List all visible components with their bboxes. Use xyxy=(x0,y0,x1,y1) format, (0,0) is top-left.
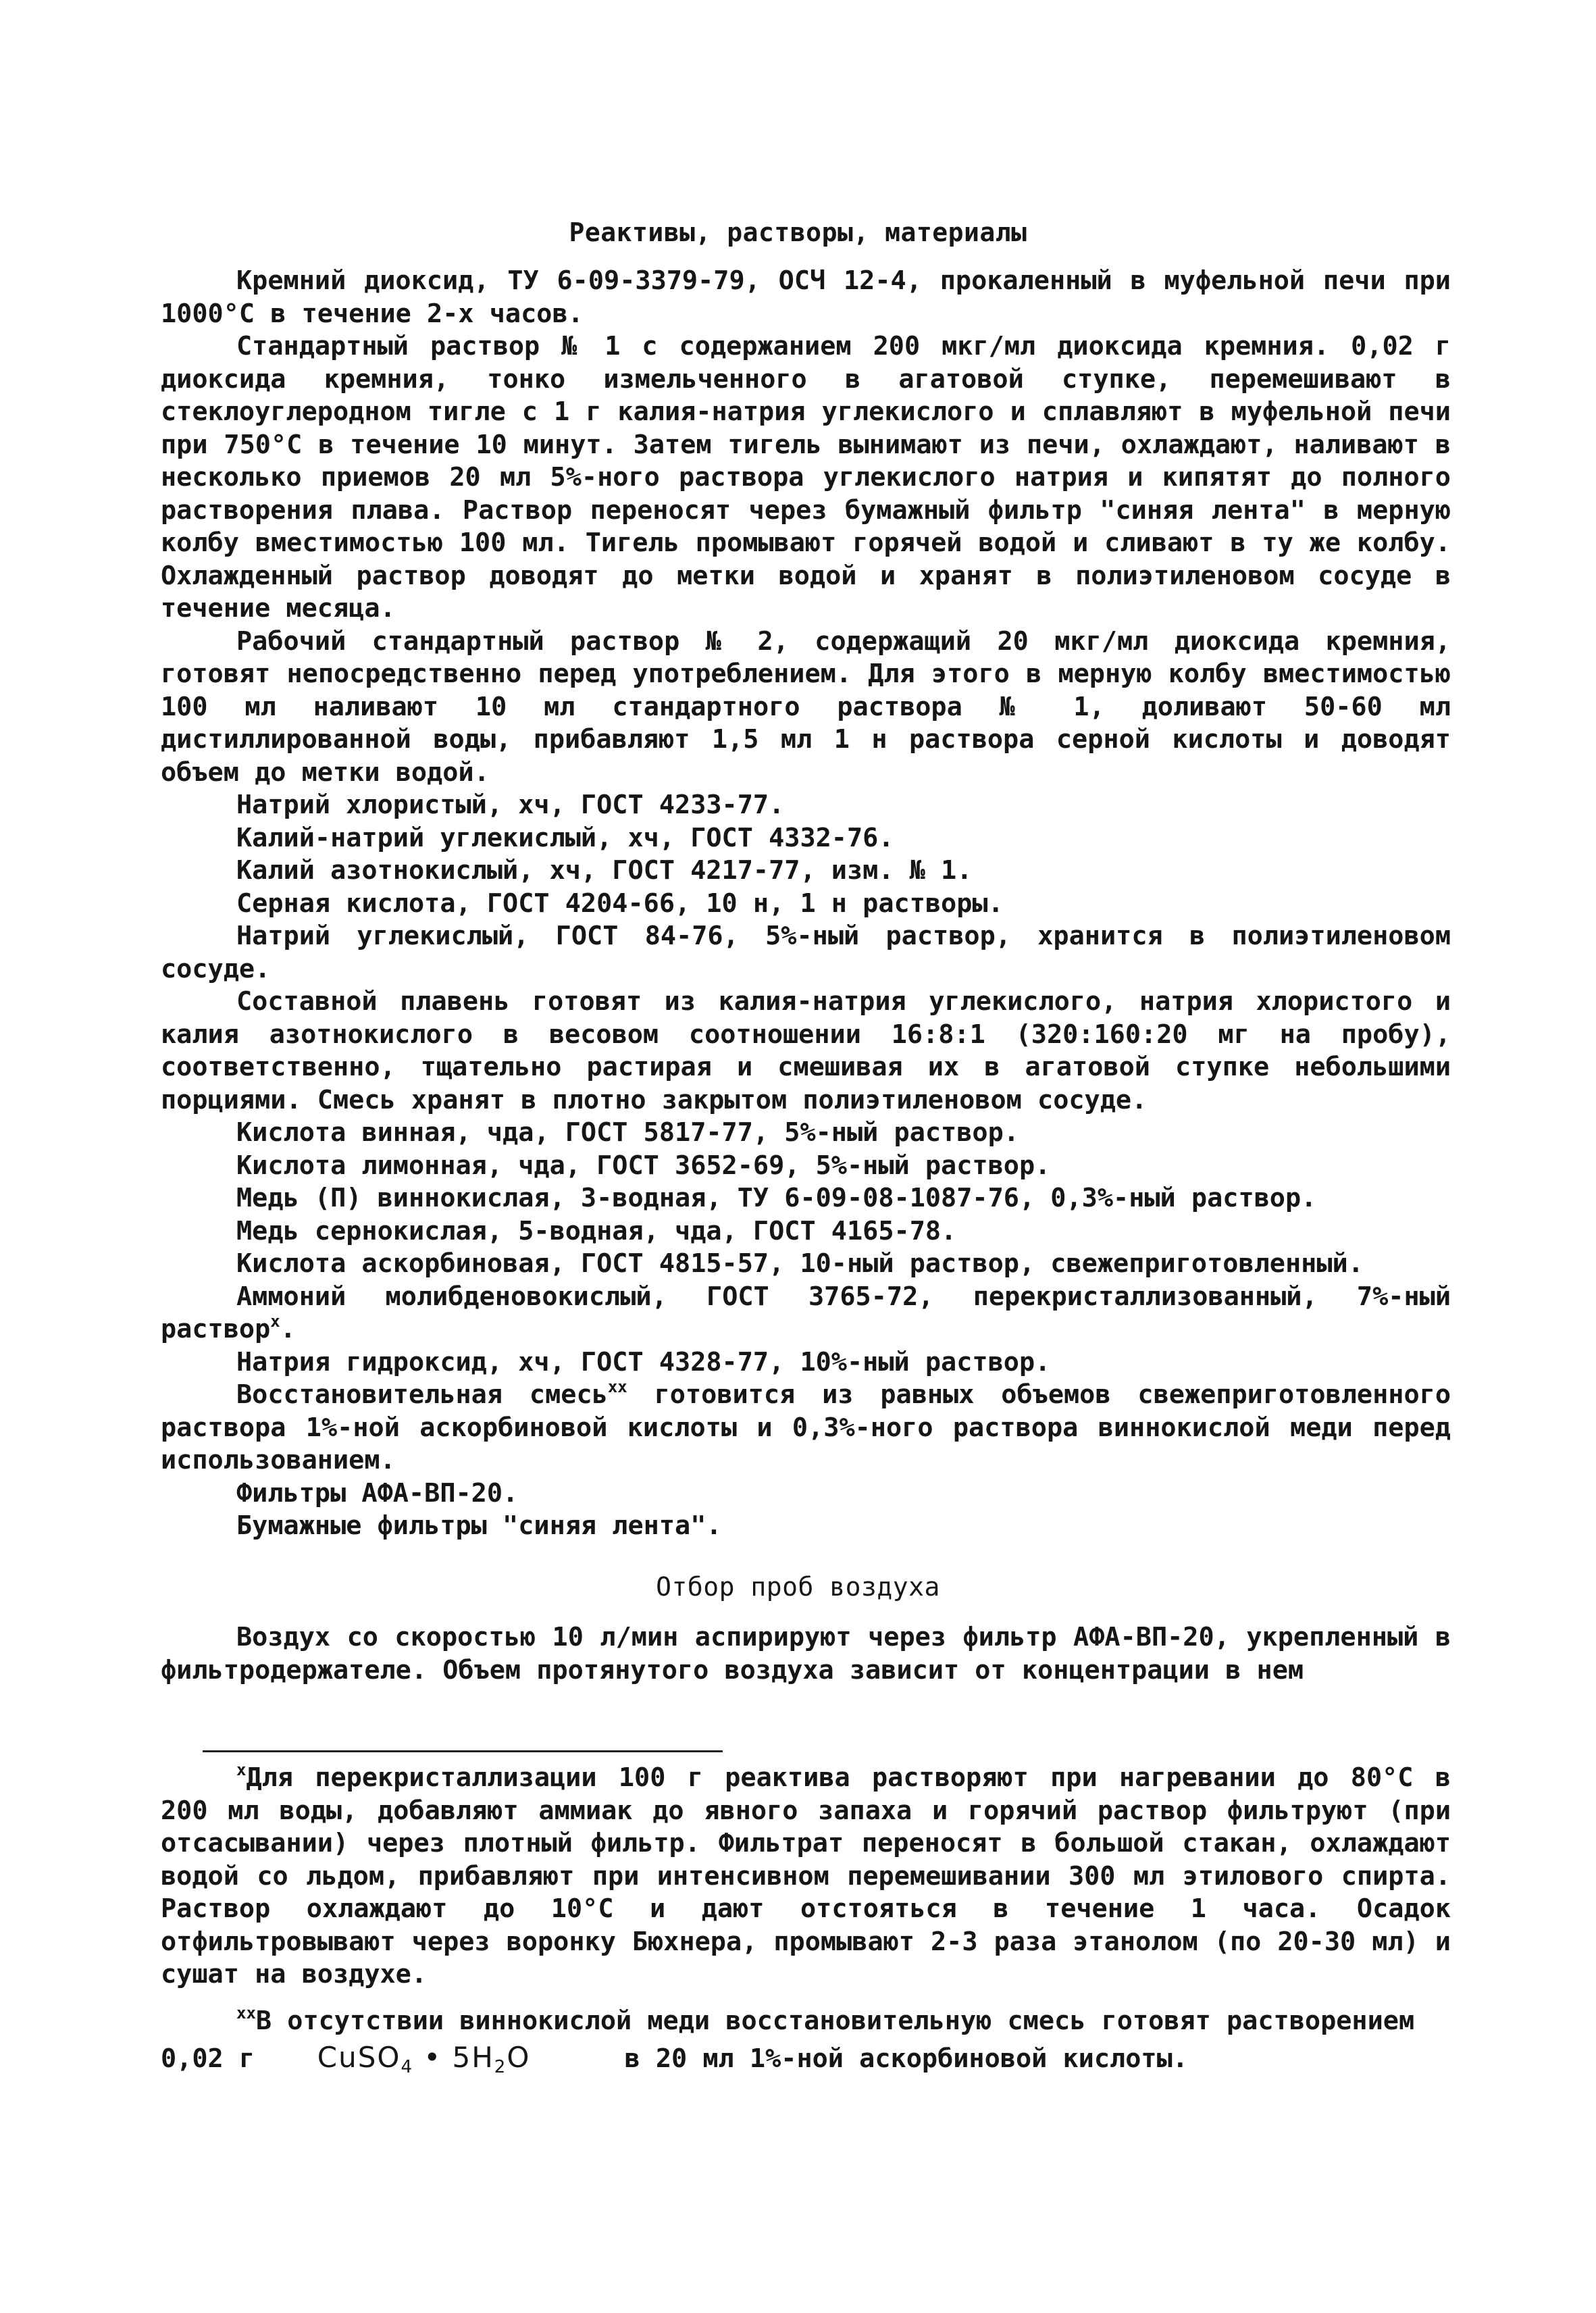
formula-part-cuso: CuSO xyxy=(317,2041,401,2074)
footnotes-block xyxy=(161,1762,1451,2076)
footnote-reducing-mixture xyxy=(161,2005,1451,2038)
reducing-mixture-end: готовится из равных объемов свежеприготовленного раствора 1%-ной аскорбиновой кислоты и 0,3%-ного раствора виннокислой меди перед использованием. xyxy=(161,1379,1451,1475)
paragraph-paper-filters: Бумажные фильтры "синяя лента". xyxy=(236,1510,722,1541)
section-title-reagents: Реактивы, растворы, материалы xyxy=(569,218,1027,247)
footnote-2-tail: в 20 мл 1%-ной аскорбиновой кислоты. xyxy=(624,2043,1188,2074)
formula-part-o: O xyxy=(507,2041,531,2074)
paragraph-silicon-dioxide: Кремний диоксид, ТУ 6-09-3379-79, ОСЧ 12-4, прокаленный в муфельной печи при 1000°С в течение 2-х часов. xyxy=(161,265,1451,329)
sampling-body xyxy=(161,1621,1451,1687)
section-title-sampling: Отбор проб воздуха xyxy=(656,1572,940,1602)
paragraph-working-solution-2: Рабочий стандартный раствор № 2, содержащий 20 мкг/мл диоксида кремния, готовят непосредственно перед употреблением. Для этого в мерную колбу вместимостью 100 мл наливают 10 мл стандартного раствора № 1, доливают 50-60 мл дистиллированной воды, прибавляют 1,5 мл 1 н раствора серной кислоты и доводят объем до метки водой. xyxy=(161,626,1451,788)
footnote-ref-2: хх xyxy=(607,1377,627,1396)
formula-part-5h: • 5H xyxy=(413,2041,494,2074)
paragraph-afa-filters: Фильтры АФА-ВП-20. xyxy=(236,1477,519,1508)
footnote-2-formula-line xyxy=(161,2041,1451,2076)
footnote-ref-1: х xyxy=(270,1312,280,1331)
footnote-recrystallization xyxy=(161,1762,1451,1991)
footnote-mark-1: х xyxy=(236,1760,247,1779)
reducing-mixture-start: Восстановительная смесь xyxy=(236,1379,608,1410)
formula-sub-4: 4 xyxy=(401,2057,414,2077)
footnote-2-amount: 0,02 г xyxy=(161,2043,255,2074)
paragraph-sulfuric-acid: Серная кислота, ГОСТ 4204-66, 10 н, 1 н растворы. xyxy=(236,888,1004,919)
paragraph-ascorbic-acid: Кислота аскорбиновая, ГОСТ 4815-57, 10-ный раствор, свежеприготовленный. xyxy=(236,1248,1364,1279)
reagents-body xyxy=(161,265,1451,1543)
paragraph-air-sampling: Воздух со скоростью 10 л/мин аспирируют через фильтр АФА-ВП-20, укрепленный в фильтродержателе. Объем протянутого воздуха зависит от концентрации в нем xyxy=(161,1622,1451,1685)
formula-sub-2: 2 xyxy=(494,2057,507,2077)
paragraph-tartaric-acid: Кислота винная, чда, ГОСТ 5817-77, 5%-ный раствор. xyxy=(236,1117,1019,1148)
paragraph-sodium-hydroxide: Натрия гидроксид, хч, ГОСТ 4328-77, 10%-ный раствор. xyxy=(236,1346,1051,1377)
footnote-1-text: Для перекристаллизации 100 г реактива растворяют при нагревании до 80°С в 200 мл воды, добавляют аммиак до явного запаха и горячий раствор фильтруют (при отсасывании) через плотный фильтр. Фильтрат переносят в большой стакан, охлаждают водой со льдом, прибавляют при интенсивном перемешивании 300 мл этилового спирта. Раствор охлаждают до 10°С и дают отстояться в течение 1 часа. Осадок отфильтровывают через воронку Бюхнера, промывают 2-3 раза этанолом (по 20-30 мл) и сушат на воздухе. xyxy=(161,1762,1451,1989)
footnote-divider xyxy=(203,1750,723,1752)
copper-sulfate-formula xyxy=(317,2041,531,2077)
paragraph-sodium-chloride: Натрий хлористый, хч, ГОСТ 4233-77. xyxy=(236,790,785,820)
paragraph-potassium-nitrate: Калий азотнокислый, хч, ГОСТ 4217-77, изм. № 1. xyxy=(236,855,973,886)
ammonium-molybdate-end: . xyxy=(280,1314,296,1344)
paragraph-reducing-mixture xyxy=(161,1379,1451,1477)
paragraph-copper-tartrate: Медь (П) виннокислая, 3-водная, ТУ 6-09-08-1087-76, 0,3%-ный раствор. xyxy=(236,1183,1317,1213)
paragraph-copper-sulfate: Медь сернокислая, 5-водная, чда, ГОСТ 4165-78. xyxy=(236,1215,957,1246)
footnote-mark-2: хх xyxy=(236,2003,256,2023)
ammonium-molybdate-text: Аммоний молибденовокислый, ГОСТ 3765-72, перекристаллизованный, 7%-ный раствор xyxy=(161,1281,1451,1344)
paragraph-standard-solution-1: Стандартный раствор № 1 с содержанием 200 мкг/мл диоксида кремния. 0,02 г диоксида кремния, тонко измельченного в агатовой ступке, перемешивают в стеклоуглеродном тигле с 1 г калия-натрия углекислого и сплавляют в муфельной печи при 750°С в течение 10 минут. Затем тигель вынимают из печи, охлаждают, наливают в несколько приемов 20 мл 5%-ного раствора углекислого натрия и кипятят до полного растворения плава. Раствор переносят через бумажный фильтр "синяя лента" в мерную колбу вместимостью 100 мл. Тигель промывают горячей водой и сливают в ту же колбу. Охлажденный раствор доводят до метки водой и хранят в полиэтиленовом сосуде в течение месяца. xyxy=(161,331,1451,624)
footnote-2-text: В отсутствии виннокислой меди восстановительную смесь готовят растворением xyxy=(255,2005,1415,2036)
paragraph-sodium-carbonate: Натрий углекислый, ГОСТ 84-76, 5%-ный раствор, хранится в полиэтиленовом сосуде. xyxy=(161,921,1451,984)
paragraph-composite-flux: Составной плавень готовят из калия-натрия углекислого, натрия хлористого и калия азотнокислого в весовом соотношении 16:8:1 (320:160:20 мг на пробу), соответственно, тщательно растирая и смешивая их в агатовой ступке небольшими порциями. Смесь хранят в плотно закрытом полиэтиленовом сосуде. xyxy=(161,986,1451,1115)
paragraph-ammonium-molybdate xyxy=(161,1281,1451,1346)
paragraph-potassium-sodium-carbonate: Калий-натрий углекислый, хч, ГОСТ 4332-76. xyxy=(236,822,894,853)
paragraph-citric-acid: Кислота лимонная, чда, ГОСТ 3652-69, 5%-ный раствор. xyxy=(236,1150,1051,1181)
